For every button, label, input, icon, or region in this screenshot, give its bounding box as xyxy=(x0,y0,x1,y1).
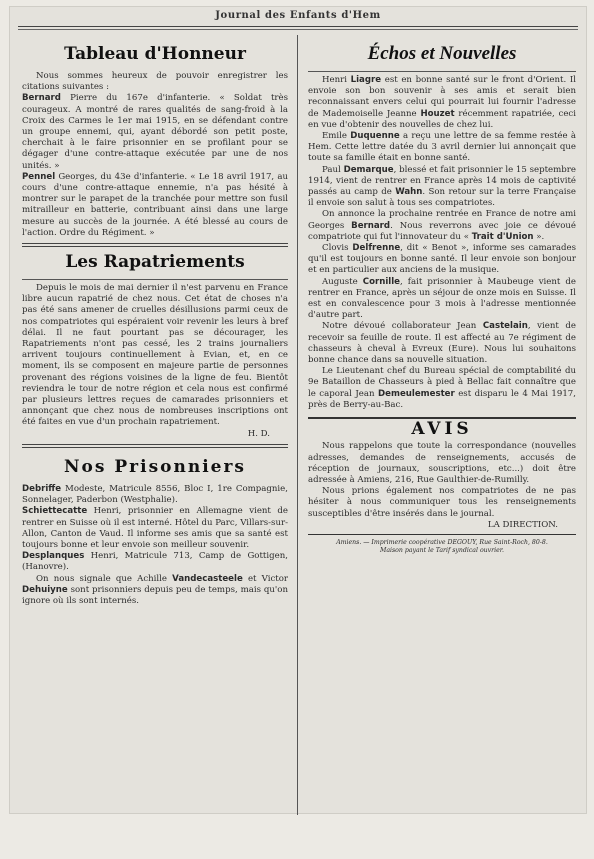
honneur-title: Tableau d'Honneur xyxy=(64,44,246,64)
text-run: a reçu une lettre de sa femme restée à Hem. Cette lettre datée du 3 avril dernier lui annonçait que toute sa famille était en bonne santé. xyxy=(308,131,576,164)
text-run: On nous signale que Achille xyxy=(36,573,173,584)
text-run: On annonce la prochaine rentrée en France de notre ami Georges xyxy=(308,209,576,231)
imprint-line: Amiens. — Imprimerie coopérative DEGOUY, Rue Saint-Roch, 80-8. xyxy=(336,538,548,546)
honneur-intro: Nous sommes heureux de pouvoir enregistrer les citations suivantes : xyxy=(22,71,288,93)
prisonniers-title: Nos Prisonniers xyxy=(64,456,246,477)
text-run: . Son retour sur la terre Française il envoie son salut à tous ses compatriotes. xyxy=(308,187,576,209)
echo-bernard xyxy=(308,209,576,243)
text-run: , dit « Benot », informe ses camarades qu'il est toujours en bonne santé. Il leur envoie son bonjour et en particulier aux anciens de la musique. xyxy=(308,243,576,276)
citation-text: Georges, du 43e d'infanterie. « Le 18 avril 1917, au cours d'une contre-attaque ennemie, n'a pas hésité à montrer sur le parapet de la tranchée pour mettre son fusil mitrailleur en batterie, contribuant ainsi dans une large mesure au succès de la journée. A été blessé au cours de l'action. Ordre du Régiment. » xyxy=(22,171,288,238)
prisoner-desplanques xyxy=(22,551,288,573)
citation-name: Bernard xyxy=(22,93,61,104)
text-run: Henri xyxy=(322,75,351,85)
avis-signature: LA DIRECTION. xyxy=(487,519,558,530)
text-run: et Victor xyxy=(242,573,288,584)
echo-demeulemester xyxy=(308,366,576,411)
section-divider xyxy=(308,71,576,72)
text-run: . Nous reverrons avec joie ce dévoué compatriote qui fut l'innovateur du « xyxy=(308,220,576,242)
person-name: Demeulemester xyxy=(378,388,455,399)
section-divider xyxy=(22,243,288,247)
text-run: récemment rapatriée, ceci en vue d'obtenir des nouvelles de chez lui. xyxy=(308,108,576,130)
text-run: est disparu le 4 Mai 1917, près de Berry-au-Bac. xyxy=(308,388,577,410)
rapatriements-title: Les Rapatriements xyxy=(65,252,245,273)
imprint-line: Maison payant le Tarif syndical ouvrier. xyxy=(379,546,504,554)
prisoner-name: Dehuiyne xyxy=(22,584,68,595)
person-name: Cornille xyxy=(362,276,401,287)
person-name: Duquenne xyxy=(350,131,400,142)
rapatriements-body: Depuis le mois de mai dernier il n'est parvenu en France libre aucun rapatrié de chez nous. Cet état de choses n'a pas été sans amener de cruelles désillusions parmi ceux de nos compatriotes qui espéraient voir revenir les leurs à bref délai. Il ne faut pourtant pas se décourager, les Rapatriements n'ont pas cessé, les 2 trains journaliers arrivent toujours continuellement à Evian, et, en ce moment, ils se composent en majeure partie de personnes provenant des régions voisines de la ligne de feu. Bientôt reviendra le tour de notre région et cela nous est confirmé par plusieurs lettres reçues de camarades prisonniers et annonçant que chez nous de nombreuses inscriptions ont été faites en vue d'un prochain rapatriement. xyxy=(22,283,288,428)
text-run: ». xyxy=(533,231,545,242)
avis-box xyxy=(308,417,576,535)
prisoner-text: Henri, Matricule 713, Camp de Gottigen, (Hanovre). xyxy=(22,551,288,573)
text-run: Clovis xyxy=(322,243,353,254)
masthead-rule-thin xyxy=(18,29,578,30)
echos-title: Échos et Nouvelles xyxy=(367,43,517,64)
person-name: Demarque xyxy=(343,164,394,175)
prisoner-text: Modeste, Matricule 8556, Bloc I, 1re Compagnie, Sonnelager, Paderbon (Westphalie). xyxy=(22,483,288,506)
prisoner-name: Debriffe xyxy=(22,483,62,494)
masthead: Journal des Enfants d'Hem xyxy=(215,10,381,21)
person-name: Houzet xyxy=(420,108,455,119)
left-column xyxy=(22,35,288,607)
text-run: , blessé et fait prisonnier le 15 septembre 1914, vient de rentrer en France après 14 mois de captivité passés au camp de xyxy=(308,164,576,198)
text-run: est en bonne santé sur le front d'Orient. Il envoie son bon souvenir à ses amis et serait bien reconnaissant envers celui qui pourrait lui fournir l'adresse de Mademoiselle Jeanne xyxy=(308,75,576,119)
prisoner-schiettecatte xyxy=(22,506,288,551)
citation-bernard xyxy=(22,93,288,171)
prisoner-name: Vandecasteele xyxy=(172,573,243,584)
section-divider xyxy=(22,279,288,280)
avis-paragraph: Nous rappelons que toute la correspondance (nouvelles adresses, demandes de renseignements, accusés de réception de journaux, souscriptions, etc...) doit être adressée à Amiens, 216, Rue Gaulthier-de-Rumilly. xyxy=(308,441,576,485)
prisoner-text: Henri, prisonnier en Allemagne vient de rentrer en Suisse où il est interné. Hôtel du Parc, Villars-sur-Allon, Canton de Vaud. Il informe ses amis que sa santé est toujours bonne et leur envoie son meilleur souvenir. xyxy=(22,506,288,550)
person-name: Bernard xyxy=(351,220,391,231)
person-name: Castelain xyxy=(482,321,528,332)
place-name: Wahn xyxy=(395,187,423,198)
text-run: sont prisonniers depuis peu de temps, mais qu'on ignore où ils sont internés. xyxy=(22,584,288,606)
echo-delfrenne xyxy=(308,243,576,277)
prisoner-name: Desplanques xyxy=(22,551,85,562)
rapatriements-signature: H. D. xyxy=(247,428,270,439)
echo-demarque xyxy=(308,165,576,210)
echo-castelain xyxy=(308,321,576,366)
text-run: , vient de recevoir sa feuille de route. Il est affecté au 7e régiment de chasseurs à cheval à Evreux (Eure). Nous lui souhaitons bonne chance dans sa nouvelle situation. xyxy=(308,321,576,366)
citation-name: Pennel xyxy=(22,171,56,182)
echo-liagre xyxy=(308,75,576,131)
section-divider xyxy=(22,444,288,448)
avis-title: AVIS xyxy=(411,419,473,440)
publication-name: Trait d'Union xyxy=(471,231,534,242)
newspaper-sheet xyxy=(9,6,587,814)
text-run: Auguste xyxy=(322,276,363,287)
right-column xyxy=(308,35,576,554)
prisoner-debriffe xyxy=(22,484,288,506)
text-run: Paul xyxy=(322,164,344,175)
prisoner-name: Schiettecatte xyxy=(22,506,88,517)
text-run: , fait prisonnier à Maubeuge vient de rentrer en France, après un séjour de onze mois en Suisse. Il est en convalescence pour 3 mois à l'adresse mentionnée d'autre part. xyxy=(308,276,576,321)
text-run: Emile xyxy=(322,131,351,142)
echo-cornille xyxy=(308,277,576,322)
avis-paragraph: Nous prions également nos compatriotes de ne pas hésiter à nous communiquer tous les renseignements susceptibles d'être insérés dans le journal. xyxy=(308,486,576,519)
prisoner-note xyxy=(22,574,288,608)
masthead-rule xyxy=(18,26,578,27)
citation-text: Pierre du 167e d'infanterie. « Soldat très courageux. A montré de rares qualités de sang-froid à la Croix des Carmes le 1er mai 1915, en se défendant contre un groupe ennemi, qui, ayant débordé son petit poste, cherchait à le faire prisonnier en se profilant pour se dégager d'une contre-attaque exécutée par une de nos unités. » xyxy=(22,93,288,171)
column-separator xyxy=(297,35,298,815)
echo-duquenne xyxy=(308,131,576,165)
text-run: Le Lieutenant chef du Bureau spécial de comptabilité du 9e Bataillon de Chasseurs à pied à Bellac fait connaître que le caporal Jean xyxy=(308,366,576,399)
person-name: Liagre xyxy=(350,75,382,85)
text-run: Notre dévoué collaborateur Jean xyxy=(322,321,483,332)
person-name: Delfrenne xyxy=(352,243,401,254)
citation-pennel xyxy=(22,172,288,239)
